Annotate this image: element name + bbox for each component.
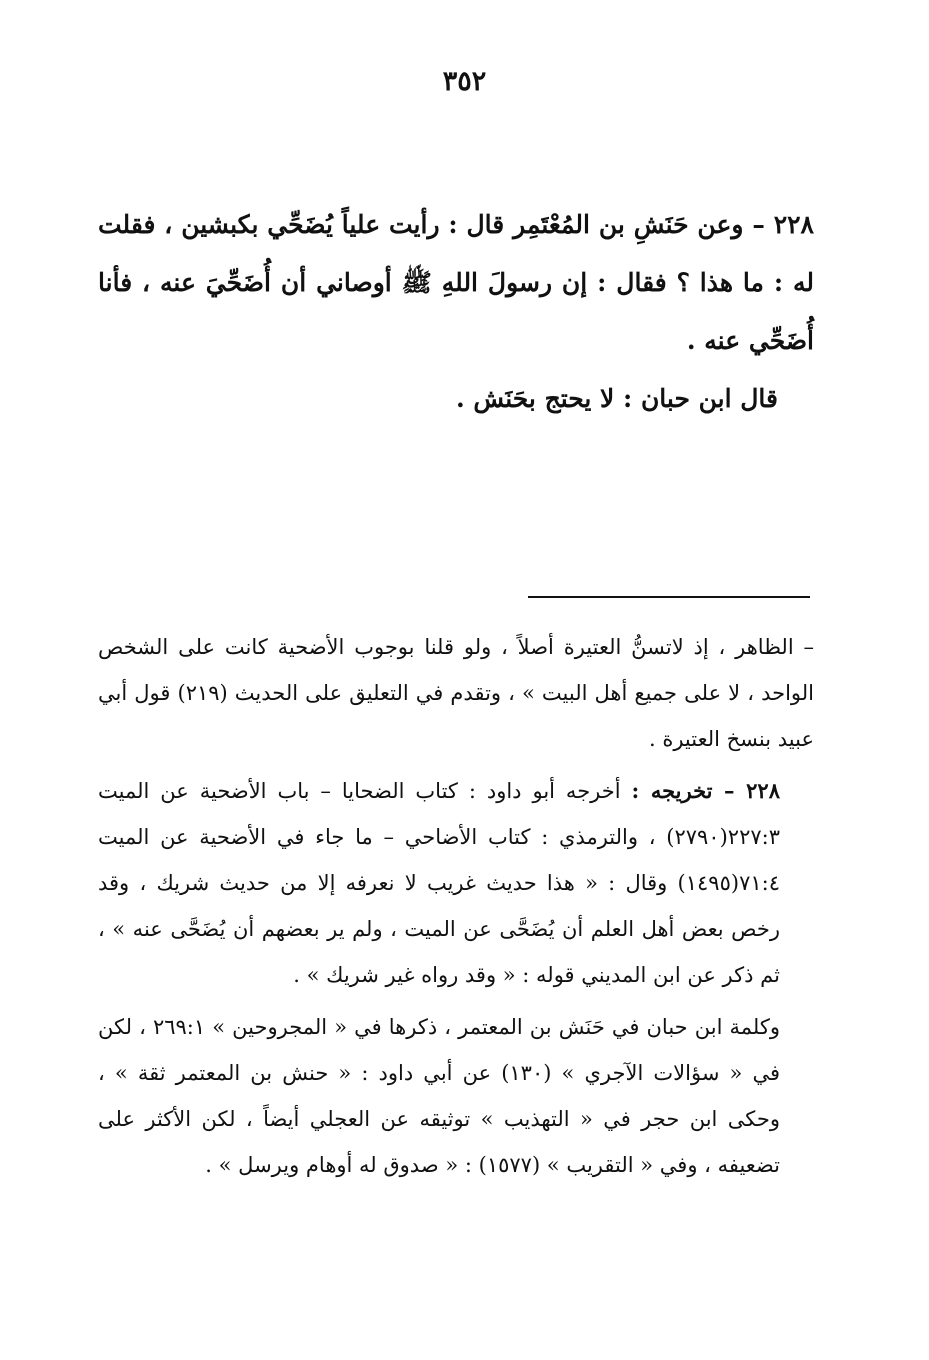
takhrij-text: أخرجه أبو داود : كتاب الضحايا – باب الأضحية عن الميت ٢٢٧:٣(٢٧٩٠) ، والترمذي : كتاب الأضاحي – ما جاء في الأضحية عن الميت ٧١:٤(١٤٩٥) وقال : « هذا حديث غريب لا نعرفه إلا من حديث شريك ، وقد رخص بعض أهل العلم أن يُضَحَّى عن الميت ، ولم ير بعضهم أن يُضَحَّى عنه » ، ثم ذكر عن ابن المديني قوله : « وقد رواه غير شريك » . — [98, 779, 780, 987]
footnote-takhrij — [98, 768, 814, 998]
footnote-separator — [528, 596, 810, 598]
ibn-hibban-comment: قال ابن حبان : لا يحتج بحَنَش . — [455, 384, 778, 413]
hadith-text: ٢٢٨ – وعن حَنَشِ بن المُعْتَمِر قال : رأيت علياً يُضَحِّي بكبشين ، فقلت له : ما هذا ؟ فقال : إن رسولَ اللهِ ﷺ أوصاني أن أُضَحِّيَ عنه ، فأنا أُضَحِّي عنه . — [98, 210, 814, 355]
footnote-ibn-hibban-note: وكلمة ابن حبان في حَنَش بن المعتمر ، ذكرها في « المجروحين » ٢٦٩:١ ، لكن في « سؤالات الآجري » (١٣٠) عن أبي داود : « حنش بن المعتمر ثقة » ، وحكى ابن حجر في « التهذيب » توثيقه عن العجلي أيضاً ، لكن الأكثر على تضعيفه ، وفي « التقريب » (١٥٧٧) : « صدوق له أوهام ويرسل » . — [98, 1015, 781, 1177]
footnotes — [98, 624, 814, 1194]
takhrij-label: ٢٢٨ – تخريجه : — [631, 778, 780, 803]
footnote-continuation: – الظاهر ، إذ لاتسنُّ العتيرة أصلاً ، ولو قلنا بوجوب الأضحية كانت على الشخص الواحد ، لا على جميع أهل البيت » ، وتقدم في التعليق على الحديث (٢١٩) قول أبي عبيد بنسخ العتيرة . — [98, 635, 815, 751]
page-number: ٣٥٢ — [442, 66, 487, 97]
main-text — [98, 196, 814, 428]
